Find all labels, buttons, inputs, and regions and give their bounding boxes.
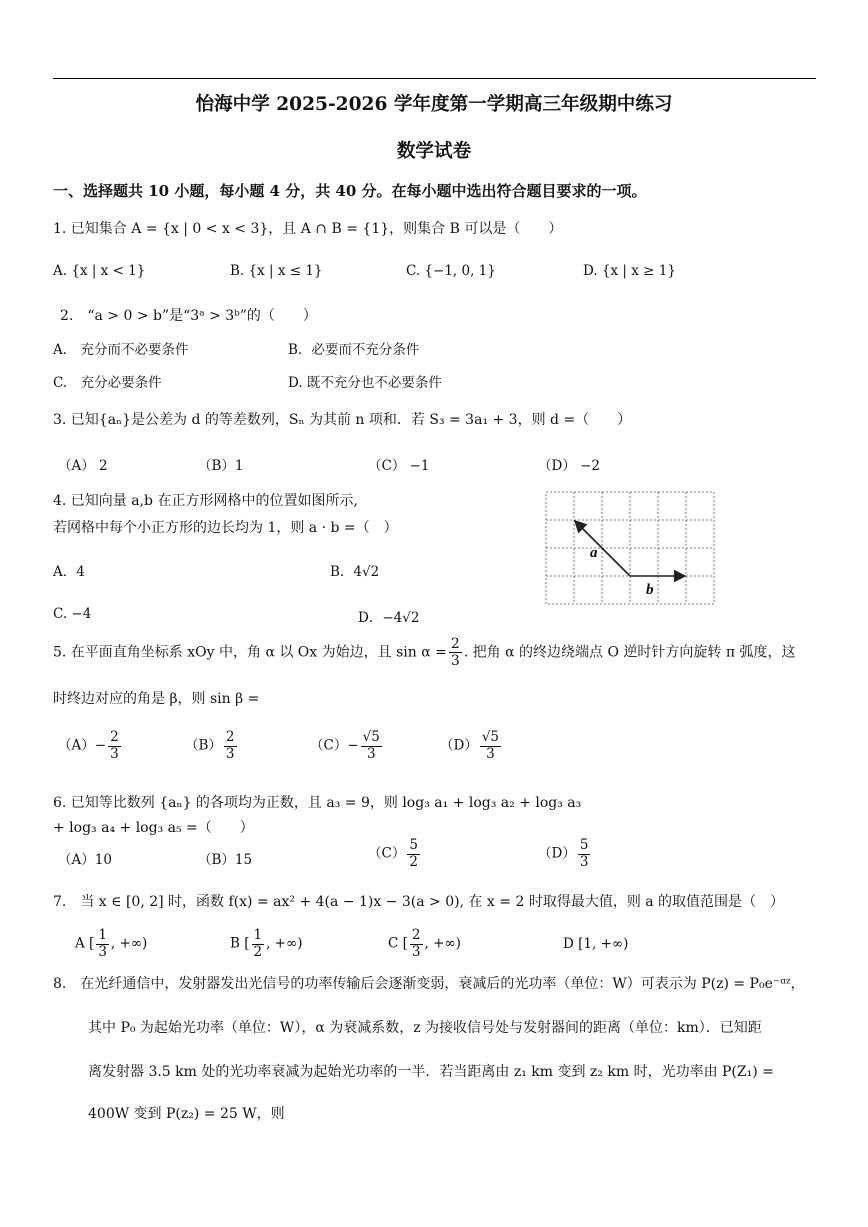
question-8-line4: 400W 变到 P(z₂) = 25 W，则 — [88, 1106, 285, 1122]
question-1-stem: 1. 已知集合 A = {x | 0 < x < 3}，且 A ∩ B = {1}，则集合 B 可以是（ ） — [53, 221, 563, 237]
question-4-option-c: C. −4 — [53, 606, 92, 622]
vector-grid-figure — [544, 490, 716, 606]
question-6-option-d: （D） $\frac{5}{3}$ — [538, 837, 589, 870]
question-1-option-a: A. {x | x < 1} — [53, 263, 146, 279]
question-8-line1: 8. 在光纤通信中，发射器发出光信号的功率传输后会逐渐变弱，衰减后的光功率（单位：W）可表示为 P(z) = P₀e⁻ᵅᶻ， — [53, 976, 805, 992]
question-5-fraction: $\frac{2}{3}$ — [450, 636, 460, 670]
question-1-option-d: D. {x | x ≥ 1} — [583, 263, 676, 279]
question-2-option-c: C. 充分必要条件 — [53, 375, 162, 391]
question-2-option-a: A. 充分而不必要条件 — [53, 342, 189, 358]
vector-a-label: a — [590, 545, 598, 561]
question-7-option-d: D [1, +∞) — [563, 936, 629, 952]
question-5-stem-line2: 时终边对应的角是 β，则 sin β = — [53, 691, 260, 707]
question-5-stem-b: . 把角 α 的终边绕端点 O 逆时针方向旋转 π 弧度，这 — [463, 644, 796, 661]
question-4-option-a: A．4 — [53, 564, 85, 580]
question-6-option-b: （B）15 — [198, 852, 253, 868]
question-2-stem: 2. “a > 0 > b”是“3ᵃ > 3ᵇ”的（ ） — [60, 308, 317, 324]
question-1-option-b: B. {x | x ≤ 1} — [230, 263, 323, 279]
grid-lines — [546, 492, 714, 604]
question-7-option-b: B [ $\frac{1}{2}$ , +∞) — [230, 927, 303, 960]
question-5-stem-a: 5. 在平面直角坐标系 xOy 中，角 α 以 Ox 为始边，且 sin α = — [53, 644, 447, 661]
top-rule — [53, 78, 816, 79]
question-5-stem-line1 — [53, 636, 796, 669]
question-8-line2: 其中 P₀ 为起始光功率（单位：W），α 为衰减系数，z 为接收信号处与发射器间的距离（单位：km）．已知距 — [88, 1020, 762, 1036]
question-6-option-a: （A）10 — [58, 852, 112, 868]
question-4-stem-line2: 若网格中每个小正方形的边长均为 1，则 a · b =（ ） — [53, 520, 398, 536]
question-2-option-b: B．必要而不充分条件 — [288, 342, 420, 358]
question-6-option-c: （C） $\frac{5}{2}$ — [368, 837, 418, 870]
question-3-stem: 3. 已知{aₙ}是公差为 d 的等差数列，Sₙ 为其前 n 项和．若 S₃ = 3a₁ + 3，则 d =（ ） — [53, 412, 632, 428]
question-5-option-b: （B） $\frac{2}{3}$ — [185, 729, 235, 762]
question-4-option-b: B．4√2 — [330, 564, 380, 580]
question-3-option-b: （B）1 — [198, 458, 244, 474]
question-5-option-d: （D） $\frac{√5}{3}$ — [440, 729, 500, 762]
section-heading: 一、选择题共 10 小题，每小题 4 分，共 40 分。在每小题中选出符合题目要求的一项。 — [53, 182, 647, 200]
question-3-option-c: （C） −1 — [368, 458, 430, 474]
vector-b-label: b — [646, 582, 654, 598]
question-2-option-d: D. 既不充分也不必要条件 — [288, 375, 442, 391]
vector-a-arrow — [575, 521, 630, 576]
question-8-line3: 离发射器 3.5 km 处的光功率衰减为起始光功率的一半．若当距离由 z₁ km 变到 z₂ km 时，光功率由 P(Z₁) = — [88, 1064, 774, 1080]
question-3-option-a: （A） 2 — [58, 458, 108, 474]
question-3-option-d: （D） −2 — [538, 458, 601, 474]
exam-title: 怡海中学 2025-2026 学年度第一学期高三年级期中练习 — [195, 94, 673, 115]
question-6-stem-line2: + log₃ a₄ + log₃ a₅ =（ ） — [53, 820, 254, 836]
question-1-option-c: C. {−1, 0, 1} — [406, 263, 496, 279]
question-7-stem: 7. 当 x ∈ [0, 2] 时，函数 f(x) = ax² + 4(a − 1)x − 3(a > 0), 在 x = 2 时取得最大值，则 a 的取值范围是（ ） — [53, 894, 785, 910]
exam-subtitle: 数学试卷 — [396, 141, 472, 162]
question-5-option-c: （C）− $\frac{√5}{3}$ — [310, 729, 380, 762]
question-5-option-a: （A）− $\frac{2}{3}$ — [58, 729, 119, 762]
question-6-stem-line1: 6. 已知等比数列 {aₙ} 的各项均为正数，且 a₃ = 9，则 log₃ a₁ + log₃ a₂ + log₃ a₃ — [53, 795, 582, 811]
question-4-stem-line1: 4. 已知向量 a,b 在正方形网格中的位置如图所示, — [53, 493, 358, 509]
question-7-option-c: C [ $\frac{2}{3}$ , +∞) — [388, 927, 461, 960]
question-7-option-a: A [ $\frac{1}{3}$ , +∞) — [75, 927, 148, 960]
question-4-option-d: D．−4√2 — [358, 610, 420, 626]
